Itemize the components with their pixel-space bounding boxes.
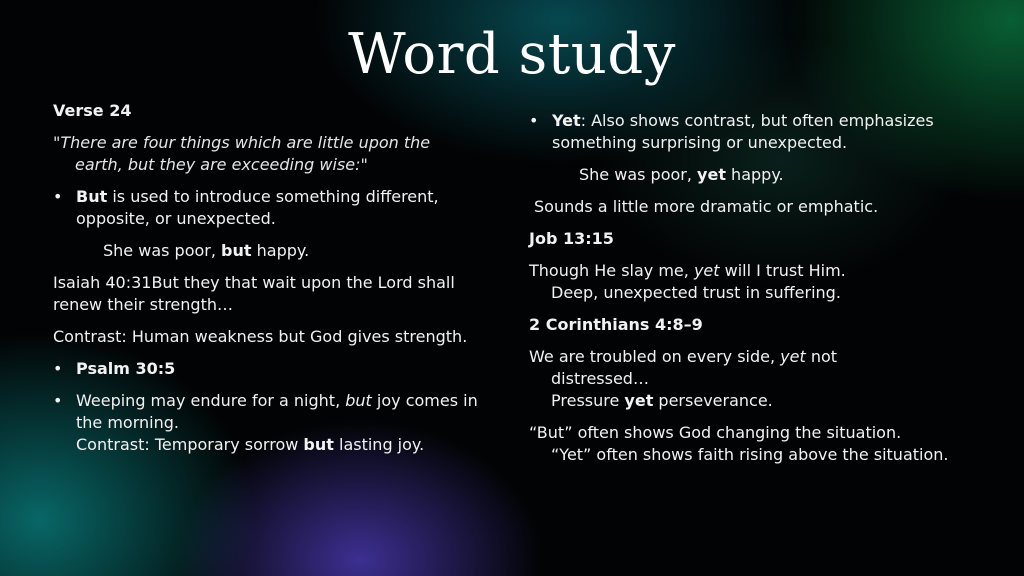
example-but	[53, 240, 503, 262]
bullet-but-text: is used to introduce something different, opposite, or unexpected.	[76, 187, 439, 228]
bullet-but-keyword: But	[76, 187, 108, 206]
weeping-post: joy comes in the morning.	[76, 391, 478, 432]
cor-note-post: perseverance.	[653, 391, 773, 410]
bullet-weeping	[53, 390, 503, 456]
job-text-keyword: yet	[693, 261, 720, 280]
job-text-pre: Though He slay me,	[529, 261, 694, 280]
job-verse	[529, 260, 979, 304]
cor-line1-post: not	[805, 347, 838, 366]
verse-quote	[53, 132, 503, 176]
cor-note-keyword: yet	[624, 391, 654, 410]
weeping-keyword: but	[345, 391, 372, 410]
example-but-keyword: but	[221, 241, 252, 260]
bullet-dot: •	[53, 359, 63, 378]
example-yet-post: happy.	[725, 165, 784, 184]
example-yet	[529, 164, 979, 186]
corinthians-line-1	[529, 346, 979, 368]
isaiah-reference: Isaiah 40:31But they that wait upon the Lord shall renew their strength…	[53, 273, 455, 314]
job-heading: Job 13:15	[529, 229, 614, 248]
left-column	[53, 100, 503, 466]
contrast-weakness: Contrast: Human weakness but God gives strength.	[53, 327, 468, 346]
bullet-yet-text: : Also shows contrast, but often emphasizes something surprising or unexpected.	[552, 111, 934, 152]
summary-line-2: “Yet” often shows faith rising above the situation.	[551, 445, 949, 464]
dramatic-note: Sounds a little more dramatic or emphatic.	[534, 197, 879, 216]
contrast-sorrow-keyword: but	[303, 435, 334, 454]
quote-line-2: earth, but they are exceeding wise:"	[75, 155, 368, 174]
example-yet-pre: She was poor,	[579, 165, 698, 184]
psalm-heading	[53, 358, 503, 380]
summary-line-1: “But” often shows God changing the situation.	[529, 423, 902, 442]
cor-line1-pre: We are troubled on every side,	[529, 347, 781, 366]
example-but-pre: She was poor,	[103, 241, 222, 260]
bullet-but	[53, 186, 503, 230]
job-text	[529, 260, 979, 282]
psalm-heading-text: Psalm 30:5	[76, 359, 176, 378]
contrast-sorrow-post: lasting joy.	[333, 435, 425, 454]
corinthians-heading: 2 Corinthians 4:8–9	[529, 315, 703, 334]
contrast-sorrow-pre: Contrast: Temporary sorrow	[76, 435, 304, 454]
job-text-post: will I trust Him.	[719, 261, 846, 280]
weeping-pre: Weeping may endure for a night,	[76, 391, 346, 410]
example-yet-keyword: yet	[697, 165, 726, 184]
example-but-post: happy.	[251, 241, 310, 260]
corinthians-line-2: distressed…	[551, 369, 649, 388]
bullet-yet-keyword: Yet	[552, 111, 581, 130]
verse-heading: Verse 24	[53, 101, 132, 120]
slide-title: Word study	[348, 22, 676, 87]
contrast-sorrow	[76, 434, 503, 456]
bullet-dot: •	[529, 111, 539, 130]
quote-line-1: "There are four things which are little upon the	[53, 133, 431, 152]
right-column	[529, 110, 979, 476]
job-note: Deep, unexpected trust in suffering.	[551, 283, 841, 302]
cor-line1-keyword: yet	[780, 347, 806, 366]
cor-note-pre: Pressure	[551, 391, 625, 410]
corinthians-note	[529, 390, 979, 412]
corinthians-verse	[529, 346, 979, 412]
bullet-dot: •	[53, 391, 63, 410]
bullet-dot: •	[53, 187, 63, 206]
bullet-yet	[529, 110, 979, 154]
summary	[529, 422, 979, 466]
